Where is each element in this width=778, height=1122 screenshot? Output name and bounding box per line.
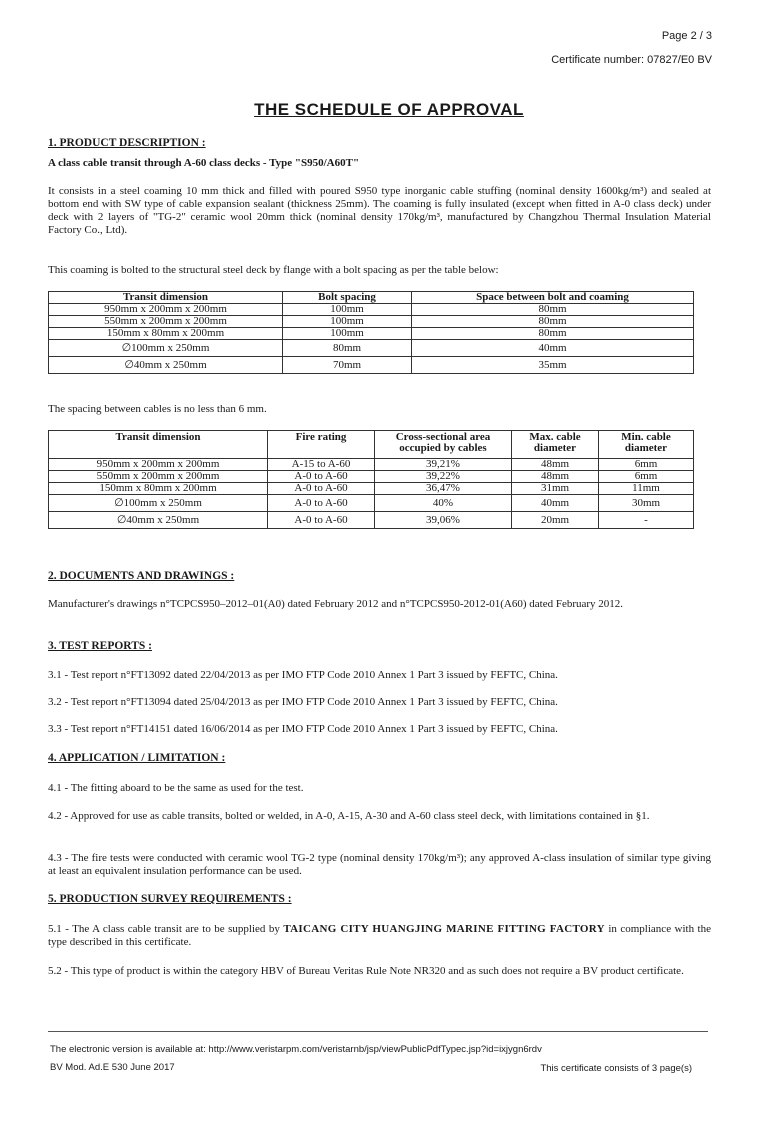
test-report-3: 3.3 - Test report n°FT14151 dated 16/06/2014 as per IMO FTP Code 2010 Annex 1 Part 3 issued by FEFTC, China. (48, 723, 558, 735)
table-cell: 950mm x 200mm x 200mm (49, 304, 283, 316)
table-row (49, 357, 694, 374)
table-cell: 100mm (283, 316, 412, 328)
table-cell: 40% (375, 495, 512, 512)
table-cell: ∅100mm x 250mm (49, 495, 268, 512)
table-row (49, 471, 694, 483)
table-cell: 150mm x 80mm x 200mm (49, 483, 268, 495)
table-header: Fire rating (268, 431, 375, 459)
application-item-1: 4.1 - The fitting aboard to be the same as used for the test. (48, 782, 304, 794)
table-cell: 30mm (599, 495, 694, 512)
table-cell: A-0 to A-60 (268, 483, 375, 495)
footer-divider (48, 1031, 708, 1032)
table-cell: 6mm (599, 471, 694, 483)
section-heading-production-survey: 5. PRODUCTION SURVEY REQUIREMENTS : (48, 893, 292, 905)
table-cell: 70mm (283, 357, 412, 374)
table-row (49, 512, 694, 529)
table-cell: 20mm (512, 512, 599, 529)
table-cell: A-0 to A-60 (268, 471, 375, 483)
table-header: Space between bolt and coaming (412, 292, 694, 304)
table-cell: 80mm (412, 328, 694, 340)
table-cell: 40mm (512, 495, 599, 512)
table-cell: ∅40mm x 250mm (49, 357, 283, 374)
production-item-1-text-end: in compliance with the type described in this certificate. (48, 923, 711, 948)
product-subtitle: A class cable transit through A-60 class decks - Type "S950/A60T" (48, 157, 360, 169)
table-cell: 6mm (599, 459, 694, 471)
table-cell: 35mm (412, 357, 694, 374)
table-header: Max. cable diameter (512, 431, 599, 459)
form-model: BV Mod. Ad.E 530 June 2017 (50, 1062, 175, 1073)
table-row (49, 304, 694, 316)
table-row (49, 316, 694, 328)
table-cell: A-0 to A-60 (268, 512, 375, 529)
production-item-1 (48, 923, 711, 949)
table-cell: 11mm (599, 483, 694, 495)
product-description-paragraph: It consists in a steel coaming 10 mm thick and filled with poured S950 type inorganic cable stuffing (nominal density 1600kg/m³) and sealed at bottom end with SW type of cable expansion sealant (thickness 25mm). The coaming is fully insulated (except when fitted in A-0 class deck) under deck with 2 layers of "TG-2" ceramic wool 20mm thick (nominal density 170kg/m³, manufactured by Changzhou Thermal Insulation Material Factory Co., Ltd). (48, 185, 711, 236)
table-cell: 950mm x 200mm x 200mm (49, 459, 268, 471)
table-header: Cross-sectional area occupied by cables (375, 431, 512, 459)
section-heading-test-reports: 3. TEST REPORTS : (48, 640, 152, 652)
documents-paragraph: Manufacturer's drawings n°TCPCS950–2012–01(A0) dated February 2012 and n°TCPCS950-2012-01(A60) dated February 2012. (48, 598, 624, 610)
table-cell: 39,06% (375, 512, 512, 529)
page-number: Page 2 / 3 (661, 30, 712, 42)
table-cell: 550mm x 200mm x 200mm (49, 471, 268, 483)
fire-rating-table (48, 430, 694, 529)
table-row (49, 483, 694, 495)
table-cell: 150mm x 80mm x 200mm (49, 328, 283, 340)
table-cell: 48mm (512, 459, 599, 471)
document-title: THE SCHEDULE OF APPROVAL (254, 100, 524, 119)
table-cell: ∅40mm x 250mm (49, 512, 268, 529)
table-cell: 39,21% (375, 459, 512, 471)
table-cell: 100mm (283, 304, 412, 316)
table-header: Transit dimension (49, 431, 268, 459)
table-cell: A-0 to A-60 (268, 495, 375, 512)
table-row (49, 340, 694, 357)
table-cell: - (599, 512, 694, 529)
production-item-1-text: 5.1 - The A class cable transit are to be supplied by (48, 923, 284, 935)
table-cell: A-15 to A-60 (268, 459, 375, 471)
table-cell: 80mm (412, 304, 694, 316)
table-cell: ∅100mm x 250mm (49, 340, 283, 357)
table-cell: 80mm (412, 316, 694, 328)
certificate-number: Certificate number: 07827/E0 BV (551, 54, 712, 66)
table-cell: 36,47% (375, 483, 512, 495)
section-heading-documents: 2. DOCUMENTS AND DRAWINGS : (48, 570, 235, 582)
table-header: Transit dimension (49, 292, 283, 304)
table-cell: 80mm (283, 340, 412, 357)
cable-spacing-note: The spacing between cables is no less than 6 mm. (48, 403, 267, 415)
table-row (49, 328, 694, 340)
section-heading-product-description: 1. PRODUCT DESCRIPTION : (48, 137, 206, 149)
production-item-2: 5.2 - This type of product is within the category HBV of Bureau Veritas Rule Note NR320 and as such does not require a BV product certificate. (48, 965, 684, 977)
table-header: Bolt spacing (283, 292, 412, 304)
table-cell: 40mm (412, 340, 694, 357)
test-report-1: 3.1 - Test report n°FT13092 dated 22/04/2013 as per IMO FTP Code 2010 Annex 1 Part 3 issued by FEFTC, China. (48, 669, 558, 681)
bolt-spacing-table (48, 291, 694, 374)
table-row (49, 459, 694, 471)
table-row (49, 495, 694, 512)
bolting-paragraph: This coaming is bolted to the structural steel deck by flange with a bolt spacing as per the table below: (48, 264, 499, 276)
table-cell: 39,22% (375, 471, 512, 483)
table-cell: 31mm (512, 483, 599, 495)
page-count-note: This certificate consists of 3 page(s) (540, 1063, 692, 1074)
application-item-2: 4.2 - Approved for use as cable transits, bolted or welded, in A-0, A-15, A-30 and A-60 class steel deck, with limitations contained in §1. (48, 810, 650, 822)
table-cell: 550mm x 200mm x 200mm (49, 316, 283, 328)
table-header: Min. cable diameter (599, 431, 694, 459)
table-cell: 48mm (512, 471, 599, 483)
manufacturer-name: TAICANG CITY HUANGJING MARINE FITTING FACTORY (283, 923, 605, 935)
electronic-version-note: The electronic version is available at: http://www.veristarpm.com/veristarnb/jsp/viewPublicPdfTypec.jsp?id=ixjygn6rdv (50, 1044, 542, 1055)
test-report-2: 3.2 - Test report n°FT13094 dated 25/04/2013 as per IMO FTP Code 2010 Annex 1 Part 3 issued by FEFTC, China. (48, 696, 558, 708)
table-cell: 100mm (283, 328, 412, 340)
section-heading-application: 4. APPLICATION / LIMITATION : (48, 752, 226, 764)
application-item-3: 4.3 - The fire tests were conducted with ceramic wool TG-2 type (nominal density 170kg/m³); any approved A-class insulation of similar type giving at least an equivalent insulation performance can be used. (48, 852, 711, 877)
